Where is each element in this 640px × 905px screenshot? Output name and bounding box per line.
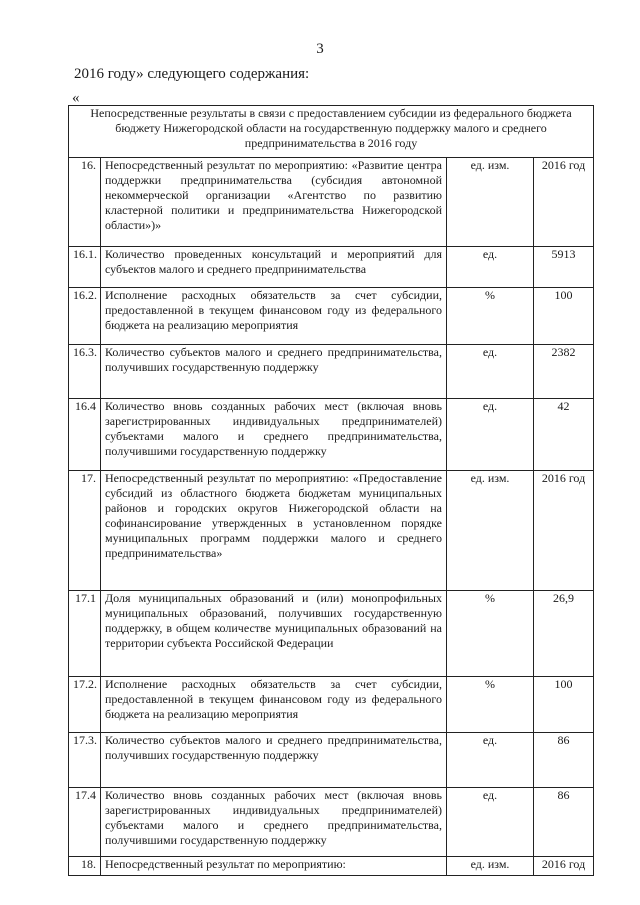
table-header-row [69,106,594,158]
row-unit: ед. [447,399,534,471]
table-row [69,733,594,788]
row-number: 16. [69,158,101,247]
row-number: 16.2. [69,288,101,345]
row-description: Количество проведенных консультаций и мероприятий для субъектов малого и среднего предпринимательства [101,247,447,288]
row-unit: ед. [447,345,534,399]
row-description: Непосредственный результат по мероприятию: «Предоставление субсидий из областного бюджета бюджетам муниципальных районов и городских округов Нижегородской области на софинансирование утвержденных в установленном порядке муниципальных программ поддержки малого и среднего предпринимательства» [101,471,447,591]
row-description: Исполнение расходных обязательств за счет субсидии, предоставленной в текущем финансовом году из федерального бюджета на реализацию мероприятия [101,677,447,733]
table-row [69,677,594,733]
row-description: Количество вновь созданных рабочих мест (включая вновь зарегистрированных индивидуальных предпринимателей) субъектами малого и среднего предпринимательства, получившими государственную поддержку [101,399,447,471]
row-value: 100 [534,288,594,345]
row-description: Доля муниципальных образований и (или) монопрофильных муниципальных образований, получивших государственную поддержку, в общем количестве муниципальных образований на территории субъекта Российской Федерации [101,591,447,677]
row-number: 17.1 [69,591,101,677]
table-row [69,471,594,591]
row-number: 17. [69,471,101,591]
table-row [69,247,594,288]
row-value: 100 [534,677,594,733]
page-number: 3 [316,41,324,57]
row-description: Количество вновь созданных рабочих мест (включая вновь зарегистрированных индивидуальных предпринимателей) субъектами малого и среднего предпринимательства, получившими государственную поддержку [101,788,447,857]
table-row [69,399,594,471]
row-value: 2016 год [534,158,594,247]
row-description: Количество субъектов малого и среднего предпринимательства, получивших государственную поддержку [101,733,447,788]
row-value: 2016 год [534,471,594,591]
row-unit: ед. изм. [447,471,534,591]
table-row [69,345,594,399]
row-value: 42 [534,399,594,471]
table-row [69,288,594,345]
row-number: 16.4 [69,399,101,471]
row-number: 16.1. [69,247,101,288]
table-row [69,788,594,857]
row-value: 86 [534,788,594,857]
row-value: 2016 год [534,857,594,876]
table-row [69,591,594,677]
row-number: 17.4 [69,788,101,857]
row-description: Количество субъектов малого и среднего предпринимательства, получивших государственную поддержку [101,345,447,399]
row-unit: ед. [447,247,534,288]
row-number: 17.2. [69,677,101,733]
results-table [68,105,594,876]
row-description: Непосредственный результат по мероприятию: [101,857,447,876]
row-number: 16.3. [69,345,101,399]
row-description: Непосредственный результат по мероприятию: «Развитие центра поддержки предпринимательства (субсидия автономной некоммерческой организации «Агентство по развитию кластерной политики и предпринимательства Нижегородской области»)» [101,158,447,247]
lead-text: 2016 году» следующего содержания: [74,66,310,82]
row-value: 86 [534,733,594,788]
row-description: Исполнение расходных обязательств за счет субсидии, предоставленной в текущем финансовом году из федерального бюджета на реализацию мероприятия [101,288,447,345]
row-number: 18. [69,857,101,876]
row-unit: ед. [447,733,534,788]
row-unit: % [447,677,534,733]
row-unit: % [447,288,534,345]
table-header: Непосредственные результаты в связи с предоставлением субсидии из федерального бюджета бюджету Нижегородской области на государственную поддержку малого и среднего предпринимательства в 2016 году [69,106,594,158]
row-unit: % [447,591,534,677]
table-row [69,158,594,247]
row-unit: ед. [447,788,534,857]
table-row [69,857,594,876]
row-unit: ед. изм. [447,158,534,247]
row-unit: ед. изм. [447,857,534,876]
row-value: 5913 [534,247,594,288]
row-number: 17.3. [69,733,101,788]
row-value: 26,9 [534,591,594,677]
row-value: 2382 [534,345,594,399]
opening-quote: « [72,90,80,106]
